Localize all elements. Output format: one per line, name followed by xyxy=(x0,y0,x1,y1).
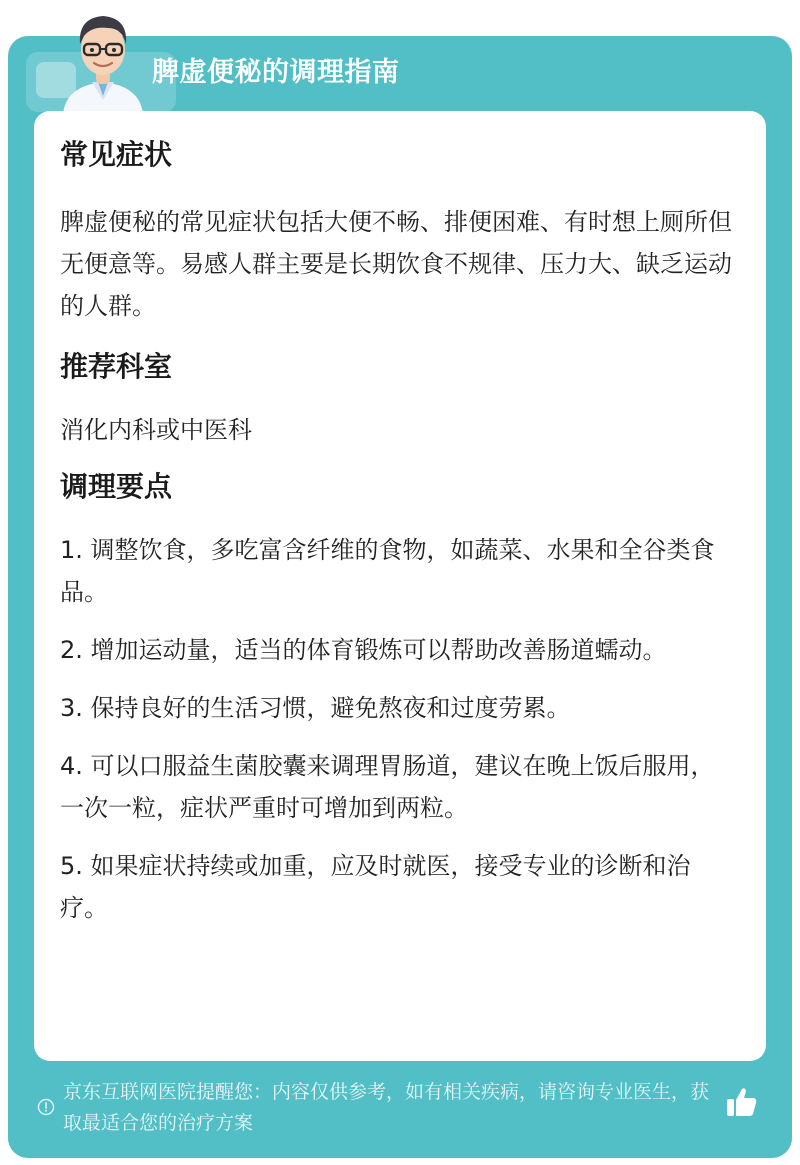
tip-item-5: 5. 如果症状持续或加重，应及时就医，接受专业的诊断和治疗。 xyxy=(60,852,691,922)
symptoms-text: 脾虚便秘的常见症状包括大便不畅、排便困难、有时想上厕所但无便意等。易感人群主要是长期饮食不规律、压力大、缺乏运动的人群。 xyxy=(60,208,732,320)
info-icon xyxy=(37,1098,55,1116)
tip-item-1: 1. 调整饮食，多吃富含纤维的食物，如蔬菜、水果和全谷类食品。 xyxy=(60,536,715,606)
symptoms-heading: 常见症状 xyxy=(60,138,173,171)
disclaimer-text: 京东互联网医院提醒您：内容仅供参考，如有相关疾病，请咨询专业医生，获取最适合您的治疗方案 xyxy=(63,1081,710,1134)
tip-item-3: 3. 保持良好的生活习惯，避免熬夜和过度劳累。 xyxy=(60,694,571,722)
tip-item-2: 2. 增加运动量，适当的体育锻炼可以帮助改善肠道蠕动。 xyxy=(60,636,667,664)
content-body xyxy=(60,135,732,929)
department-heading: 推荐科室 xyxy=(60,350,173,383)
department-text: 消化内科或中医科 xyxy=(60,416,252,444)
page-title: 脾虚便秘的调理指南 xyxy=(152,57,400,88)
doctor-avatar-icon xyxy=(48,4,158,114)
tip-item-4: 4. 可以口服益生菌胶囊来调理胃肠道，建议在晚上饭后服用，一次一粒，症状严重时可增加到两粒。 xyxy=(60,752,715,822)
tips-heading: 调理要点 xyxy=(60,470,173,503)
thumbs-up-icon[interactable] xyxy=(724,1084,760,1120)
content-card xyxy=(34,111,766,1061)
